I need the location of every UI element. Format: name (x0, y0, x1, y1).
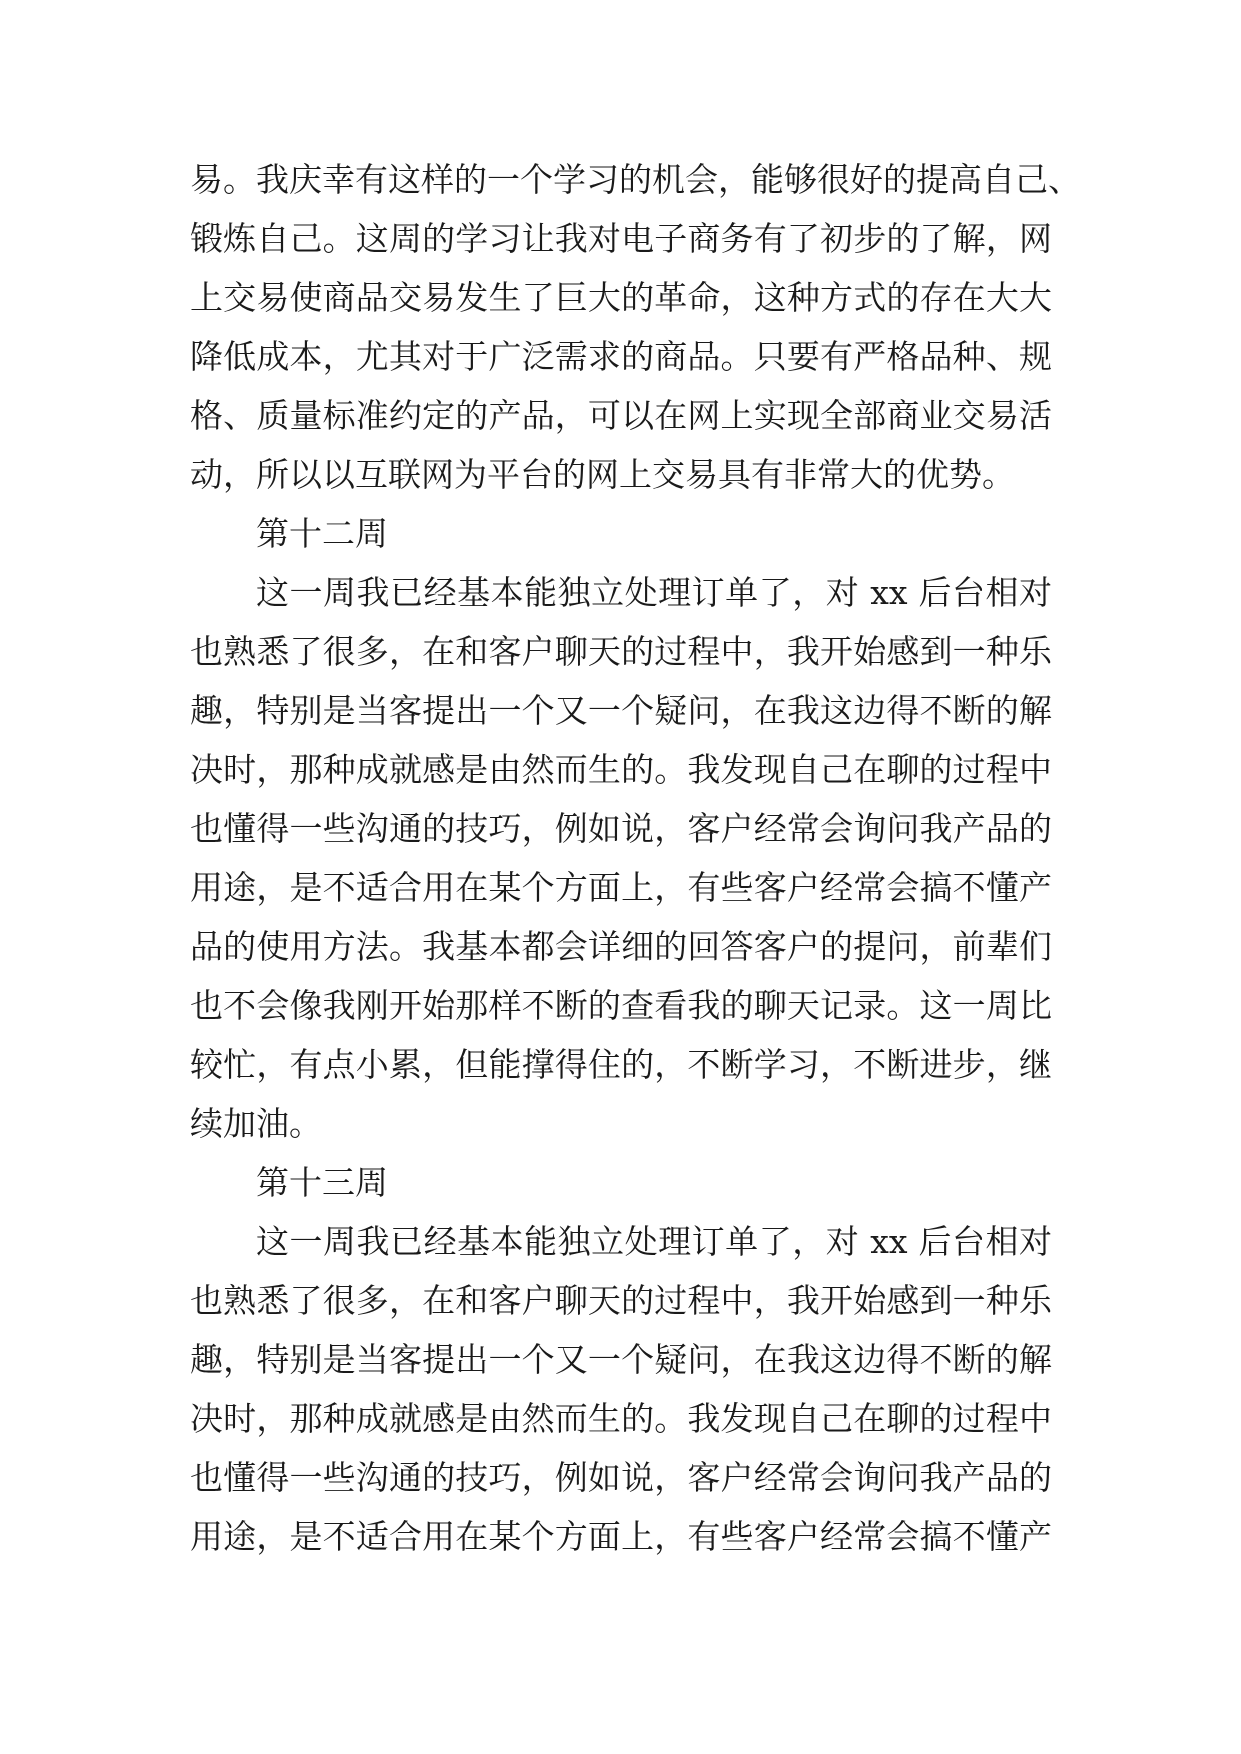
text-line: 这一周我已经基本能独立处理订单了，对 xx 后台相对 (256, 573, 1052, 612)
text-line: 决时，那种成就感是由然而生的。我发现自己在聊的过程中 (190, 750, 1052, 789)
text-line: 降低成本，尤其对于广泛需求的商品。只要有严格品种、规 (190, 337, 1052, 376)
week13-paragraph (190, 1212, 1052, 1566)
text-line: 用途，是不适合用在某个方面上，有些客户经常会搞不懂产 (190, 1517, 1052, 1556)
text-line: 也懂得一些沟通的技巧，例如说，客户经常会询问我产品的 (190, 809, 1052, 848)
intro-paragraph (190, 150, 1081, 504)
week13-heading: 第十三周 (256, 1163, 388, 1202)
week12-paragraph (190, 563, 1052, 1153)
text-line: 较忙，有点小累，但能撑得住的，不断学习，不断进步，继 (190, 1045, 1052, 1084)
text-line: 这一周我已经基本能独立处理订单了，对 xx 后台相对 (256, 1222, 1052, 1261)
week12-heading: 第十二周 (256, 514, 388, 553)
document-body (190, 150, 1081, 1566)
text-line: 续加油。 (190, 1104, 322, 1143)
text-line: 锻炼自己。这周的学习让我对电子商务有了初步的了解，网 (190, 219, 1052, 258)
text-line: 也不会像我刚开始那样不断的查看我的聊天记录。这一周比 (190, 986, 1052, 1025)
text-line: 动，所以以互联网为平台的网上交易具有非常大的优势。 (190, 455, 1015, 494)
text-line: 也懂得一些沟通的技巧，例如说，客户经常会询问我产品的 (190, 1458, 1052, 1497)
text-line: 上交易使商品交易发生了巨大的革命，这种方式的存在大大 (190, 278, 1052, 317)
text-line: 也熟悉了很多，在和客户聊天的过程中，我开始感到一种乐 (190, 1281, 1052, 1320)
text-line: 易。我庆幸有这样的一个学习的机会，能够很好的提高自己、 (190, 160, 1081, 199)
text-line: 决时，那种成就感是由然而生的。我发现自己在聊的过程中 (190, 1399, 1052, 1438)
text-line: 格、质量标准约定的产品，可以在网上实现全部商业交易活 (190, 396, 1052, 435)
text-line: 趣，特别是当客提出一个又一个疑问，在我这边得不断的解 (190, 1340, 1052, 1379)
text-line: 用途，是不适合用在某个方面上，有些客户经常会搞不懂产 (190, 868, 1052, 907)
text-line: 品的使用方法。我基本都会详细的回答客户的提问，前辈们 (190, 927, 1052, 966)
text-line: 也熟悉了很多，在和客户聊天的过程中，我开始感到一种乐 (190, 632, 1052, 671)
text-line: 趣，特别是当客提出一个又一个疑问，在我这边得不断的解 (190, 691, 1052, 730)
